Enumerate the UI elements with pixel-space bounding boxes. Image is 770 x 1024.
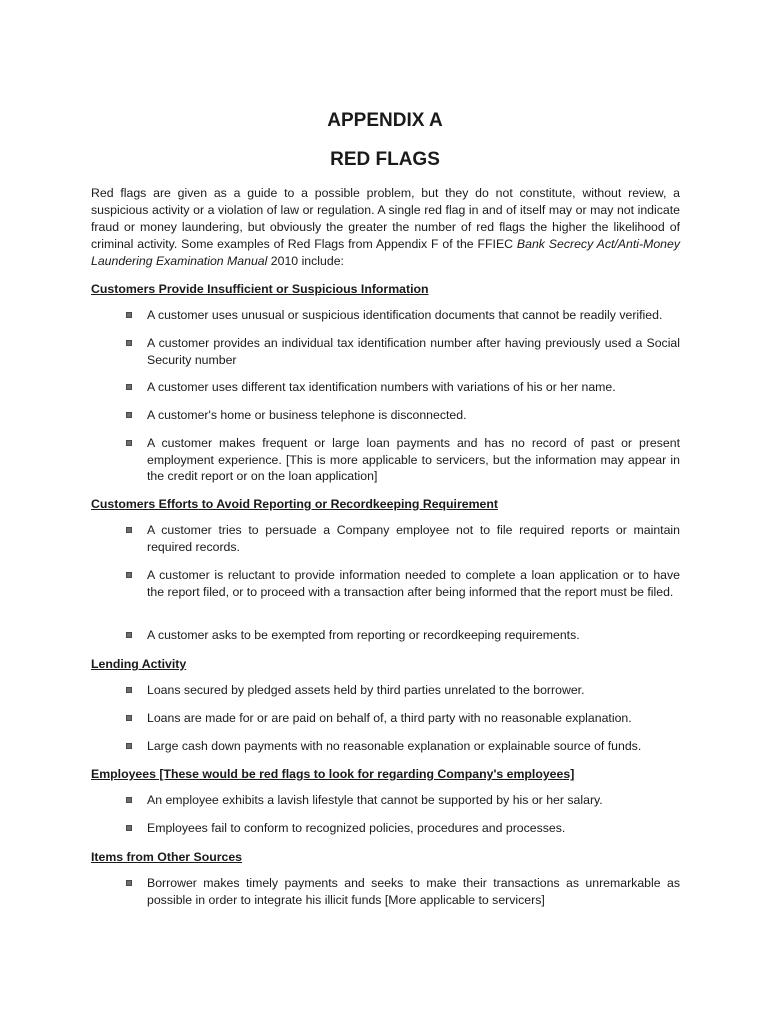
list-item: A customer asks to be exempted from reporting or recordkeeping requirements. <box>147 628 580 642</box>
list-item: Employees fail to conform to recognized policies, procedures and processes. <box>147 821 566 835</box>
bullet-icon <box>126 527 132 533</box>
section-heading-customers-info: Customers Provide Insufficient or Suspicious Information <box>91 282 429 296</box>
bullet-icon <box>126 797 132 803</box>
bullet-icon <box>126 384 132 390</box>
section-heading-employees: Employees [These would be red flags to look for regarding Company's employees] <box>91 767 575 781</box>
red-flags-title: RED FLAGS <box>330 149 440 170</box>
list-item: Loans are made for or are paid on behalf of, a third party with no reasonable explanation. <box>147 711 632 725</box>
list-item: A customer's home or business telephone is disconnected. <box>147 408 467 422</box>
list-item: A customer makes frequent or large loan payments and has no record of past or present employment experience. [This is more applicable to servicers, but the information may appear in the credit report or on the loan application] <box>147 436 680 483</box>
bullet-icon <box>126 687 132 693</box>
list-item: A customer provides an individual tax identification number after having previously used a Social Security number <box>147 336 680 367</box>
section-heading-reporting: Customers Efforts to Avoid Reporting or Recordkeeping Requirement <box>91 497 498 511</box>
list-item: An employee exhibits a lavish lifestyle that cannot be supported by his or her salary. <box>147 793 603 807</box>
intro-text-start: Red flags are given as a guide to a possible problem, but they do not constitute, without review, a suspicious activity or a violation of law or regulation. A single red flag in and of itself may or may not indicate fraud or money laundering, but obviously the greater the number of red flags the higher the likelihood of criminal activity. Some examples of Red Flags from Appendix F of the FFIEC <box>91 186 680 251</box>
intro-paragraph <box>91 185 680 270</box>
section-heading-other-sources: Items from Other Sources <box>91 850 243 864</box>
bullet-icon <box>126 825 132 831</box>
section-heading-lending: Lending Activity <box>91 657 187 671</box>
list-item: A customer tries to persuade a Company employee not to file required reports or maintain required records. <box>147 523 680 554</box>
appendix-title: APPENDIX A <box>327 110 443 131</box>
list-item: A customer uses unusual or suspicious identification documents that cannot be readily verified. <box>147 308 663 322</box>
intro-text-end: 2010 include: <box>267 254 344 268</box>
bullet-icon <box>126 440 132 446</box>
list-item: Borrower makes timely payments and seeks to make their transactions as unremarkable as possible in order to integrate his illicit funds [More applicable to servicers] <box>147 876 680 907</box>
bullet-icon <box>126 340 132 346</box>
list-item: A customer is reluctant to provide information needed to complete a loan application or to have the report filed, or to proceed with a transaction after being informed that the report must be filed. <box>147 568 680 599</box>
bullet-icon <box>126 632 132 638</box>
list-item: A customer uses different tax identification numbers with variations of his or her name. <box>147 380 616 394</box>
list-item: Large cash down payments with no reasonable explanation or explainable source of funds. <box>147 739 642 753</box>
bullet-icon <box>126 312 132 318</box>
intro-manual-title: Bank Secrecy Act/Anti-Money Laundering Examination Manual <box>91 237 681 268</box>
list-item: Loans secured by pledged assets held by third parties unrelated to the borrower. <box>147 683 585 697</box>
bullet-icon <box>126 715 132 721</box>
bullet-icon <box>126 880 132 886</box>
bullet-icon <box>126 743 132 749</box>
bullet-icon <box>126 572 132 578</box>
bullet-icon <box>126 412 132 418</box>
